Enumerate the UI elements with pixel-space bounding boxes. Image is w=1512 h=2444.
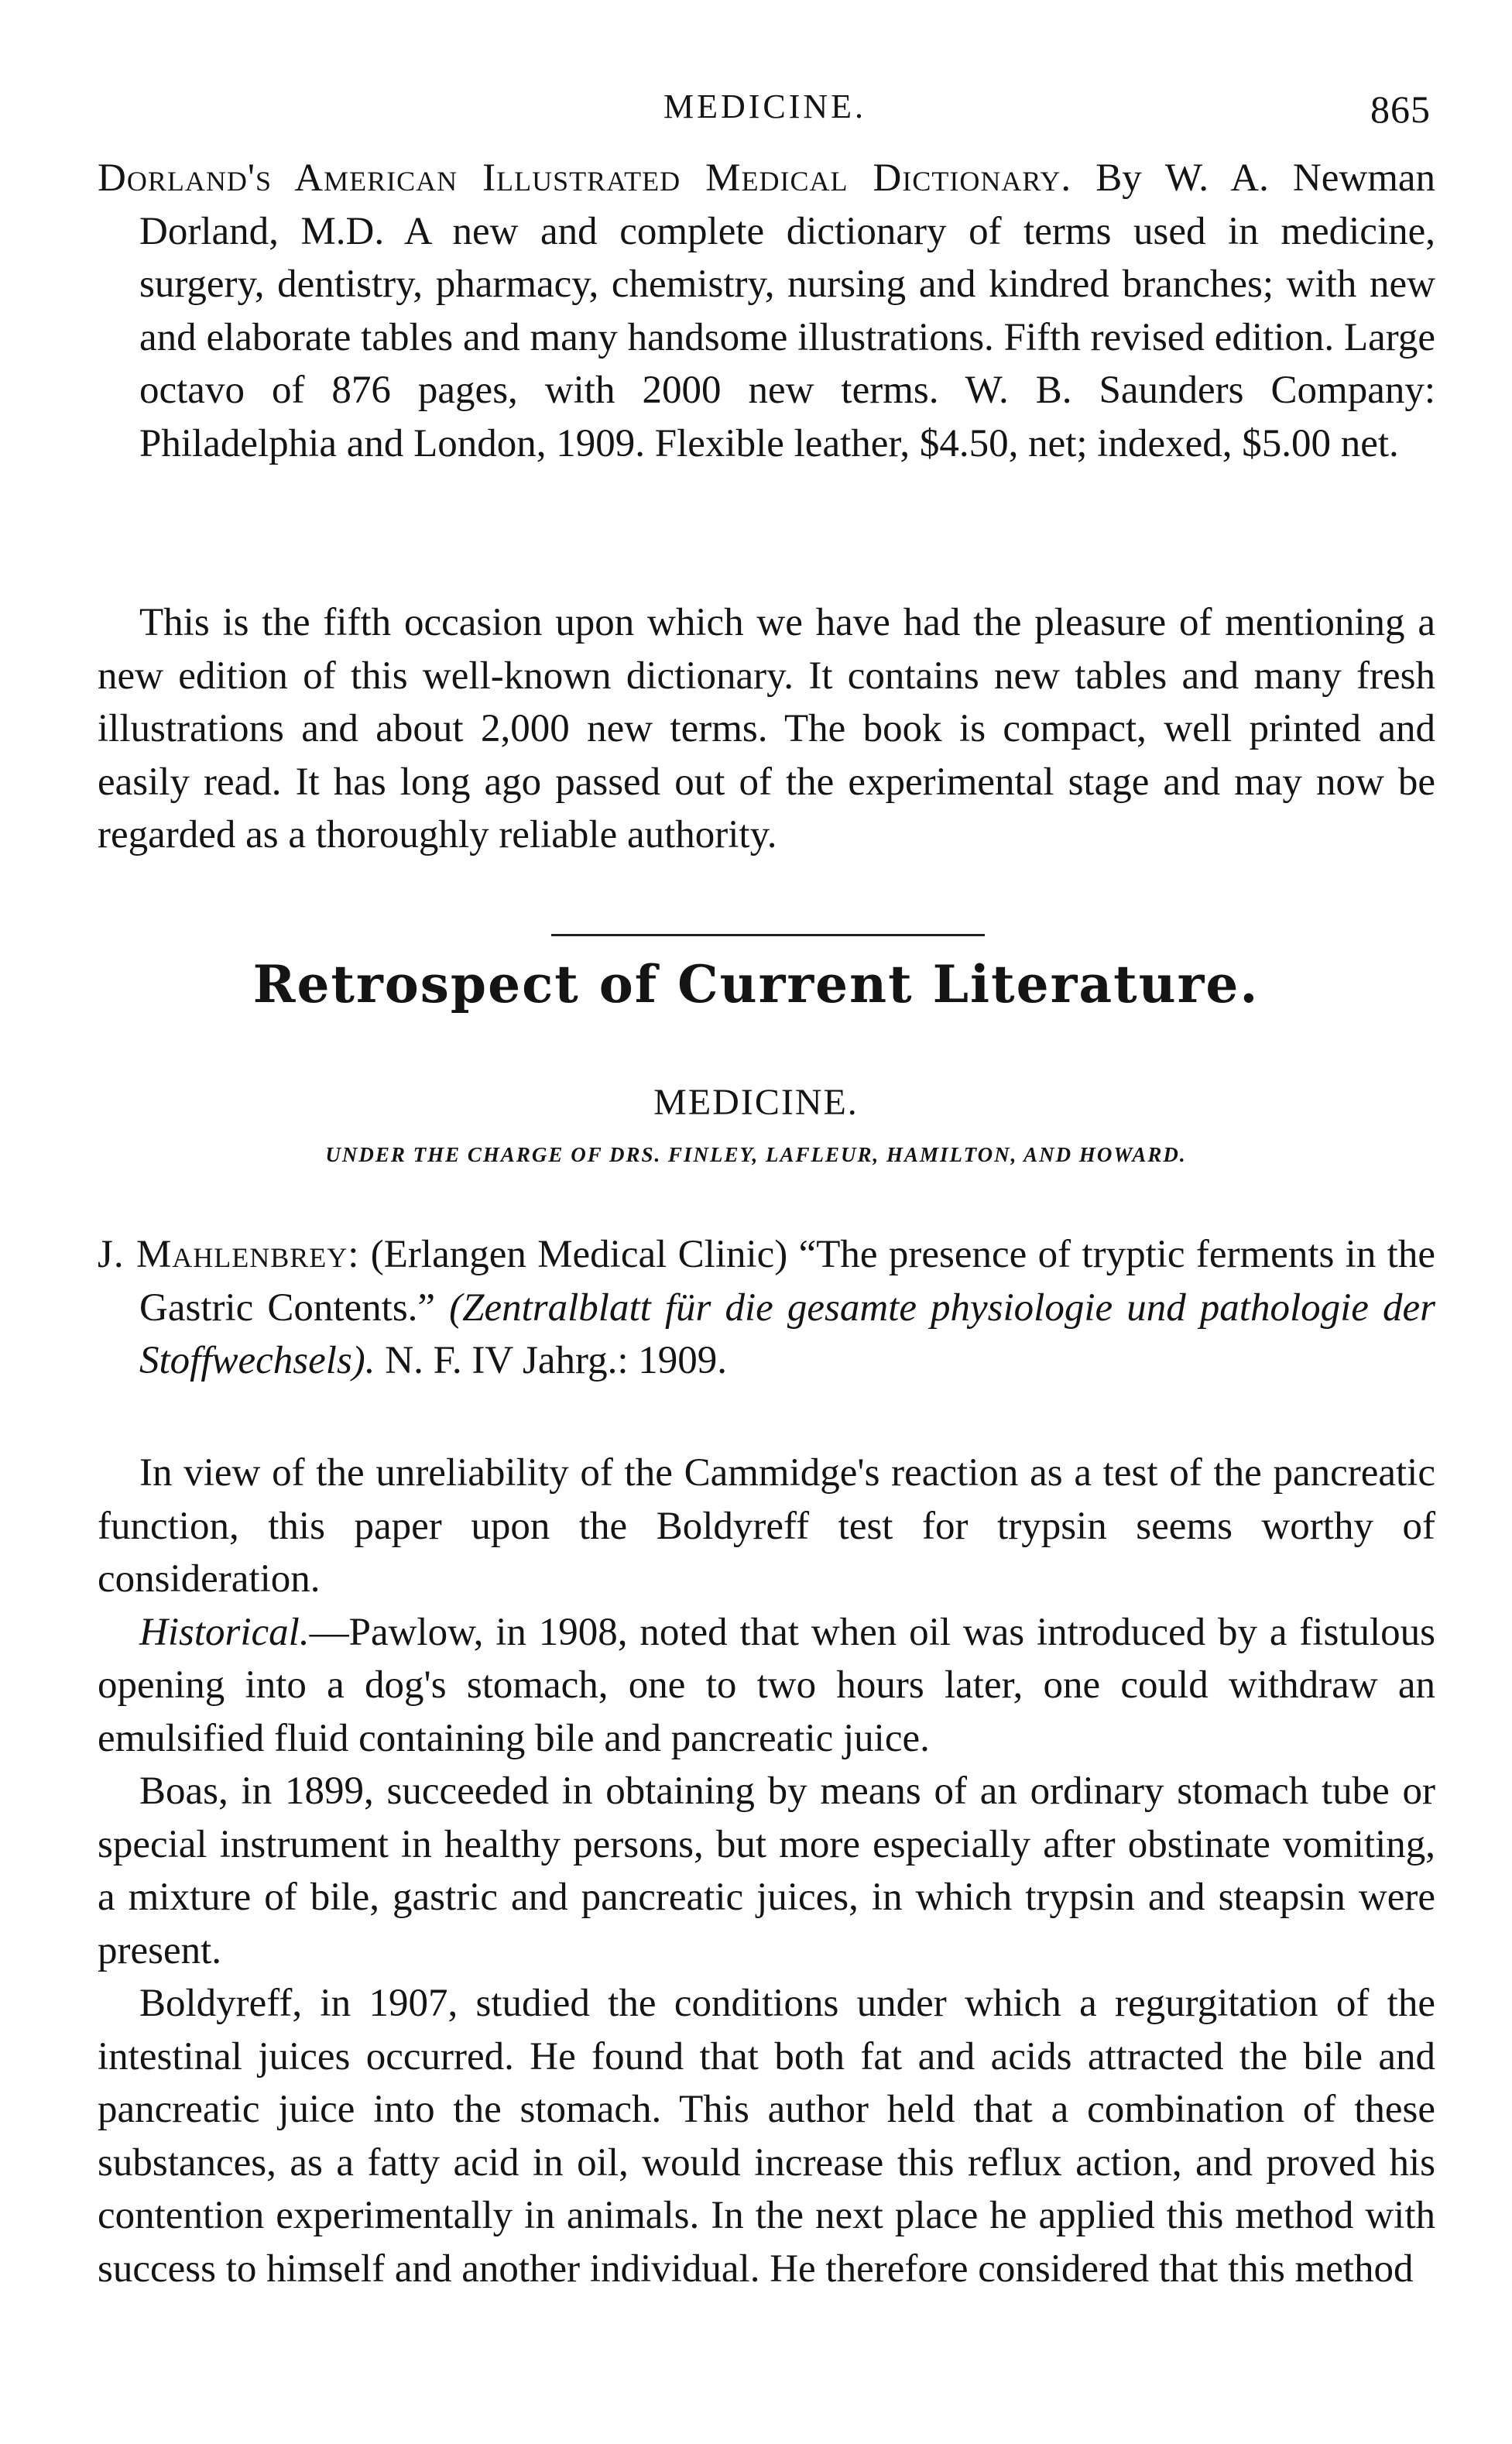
- subsection-heading: MEDICINE.: [653, 1082, 859, 1123]
- historical-label: Historical.: [139, 1610, 310, 1654]
- review-paragraph: This is the fifth occasion upon which we have had the pleasure of mentioning a new edition of this well-known dictionary. It contains new tables and many fresh illustrations and about 2,000 new terms. The book is compact, well printed and easily read. It has long ago passed out of the experimental stage and may now be regarded as a thoroughly reliable authority.: [98, 601, 1435, 856]
- citation-author: J. Mahlenbrey:: [98, 1233, 360, 1276]
- book-details: By W. A. Newman Dorland, M.D. A new and complete dictionary of terms used in medicine, surgery, dentistry, pharmacy, chemistry, nursing and kindred branches; with new and elaborate tables and many handsome illustrations. Fifth revised edition. Large octavo of 876 pages, with 2000 new terms. W. B. Saunders Company: Philadelphia and London, 1909. Flexible leather, $4.50, net; indexed, $5.00 net.: [139, 156, 1436, 465]
- book-title: Dorland's American Illustrated Medical Dictionary.: [98, 156, 1072, 200]
- citation-volume: N. F. IV Jahrg.: 1909.: [375, 1339, 727, 1382]
- book-entry: [98, 152, 1435, 470]
- body-paragraph-3: Boas, in 1899, succeeded in obtaining by means of an ordinary stomach tube or special instrument in healthy persons, but more especially after obstinate vomiting, a mixture of bile, gastric and pancreatic juices, in which trypsin and steapsin were present.: [98, 1769, 1435, 1972]
- body-paragraph-2: [98, 1606, 1435, 1766]
- citation-title: (Erlangen Medical Clinic) “The presence of tryptic ferments in the Gastric Contents.”: [139, 1233, 1435, 1330]
- section-title: Retrospect of Current Literature.: [252, 954, 1260, 1014]
- page-number: 865: [1370, 88, 1431, 131]
- article-citation: [98, 1228, 1435, 1388]
- editors-line: UNDER THE CHARGE OF DRS. FINLEY, LAFLEUR, HAMILTON, AND HOWARD.: [325, 1143, 1187, 1166]
- article-body: [98, 1447, 1435, 2295]
- body-paragraph-4: Boldyreff, in 1907, studied the conditions under which a regurgitation of the intestinal juices occurred. He found that both fat and acids attracted the bile and pancreatic juice into the stomach. This author held that a combination of these substances, as a fatty acid in oil, would increase this reflux action, and proved his contention experimentally in animals. In the next place he applied this method with success to himself and another individual. He therefore considered that this method: [98, 1982, 1435, 2291]
- historical-text: —Pawlow, in 1908, noted that when oil was introduced by a fistulous opening into a dog's stomach, one to two hours later, one could withdraw an emulsified fluid containing bile and pancreatic juice.: [98, 1610, 1435, 1760]
- body-paragraph-1: In view of the unreliability of the Cammidge's reaction as a test of the pancreatic function, this paper upon the Boldyreff test for trypsin seems worthy of consideration.: [98, 1451, 1435, 1601]
- running-head: [99, 87, 1431, 141]
- citation-journal: (Zentralblatt für die gesamte physiologie und pathologie der Stoffwechsels).: [139, 1286, 1435, 1382]
- running-head-title: MEDICINE.: [663, 88, 867, 125]
- section-divider-rule: [551, 934, 985, 936]
